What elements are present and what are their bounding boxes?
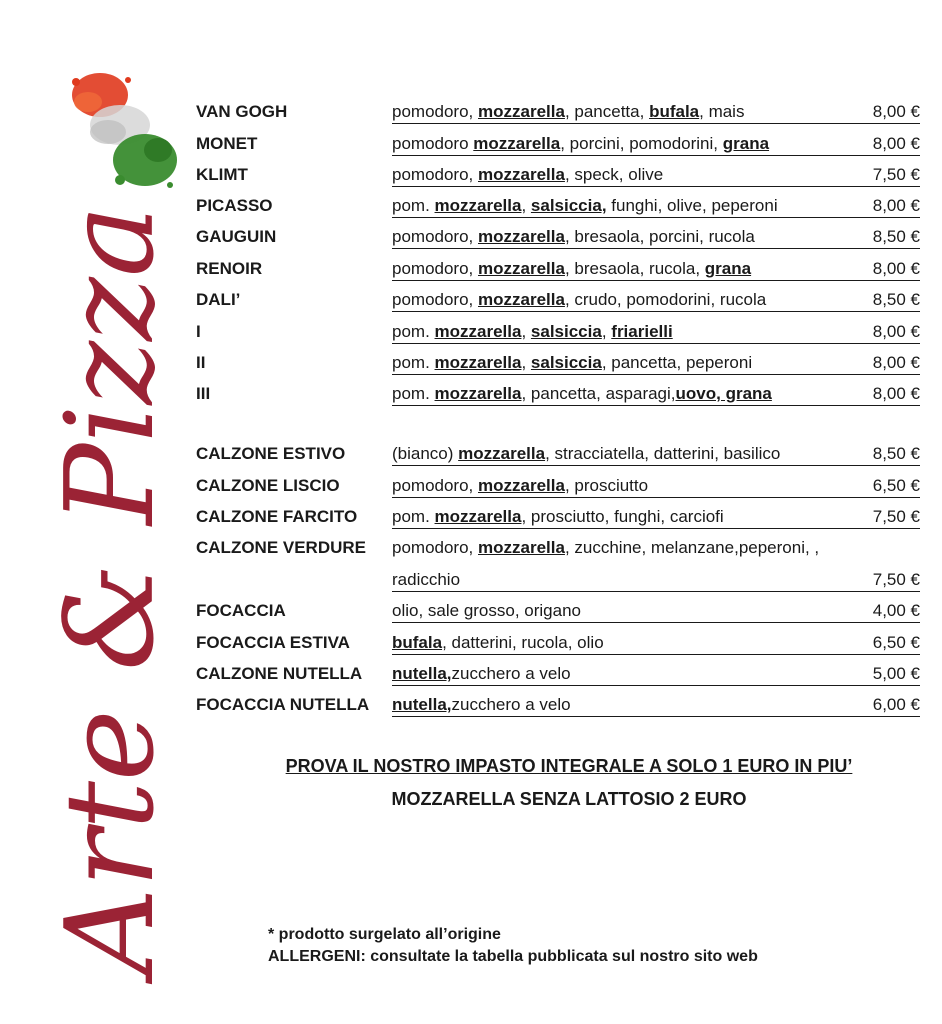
ingredient-text: , pancetta, (564, 102, 650, 121)
ingredient-text: pom. (392, 196, 435, 215)
item-name: MONET (196, 134, 258, 153)
ingredient-highlight: mozzarella (434, 322, 522, 341)
item-name: I (196, 322, 201, 341)
row-underline (392, 311, 920, 312)
row-underline (392, 186, 920, 187)
item-price: 7,50 € (872, 165, 920, 184)
menu-item (196, 316, 920, 346)
item-ingredients (392, 102, 744, 122)
flag-splash-icon (72, 73, 177, 188)
menu-item (196, 627, 920, 657)
item-ingredients (392, 259, 751, 279)
ingredient-text: funghi, olive, peperoni (606, 196, 778, 215)
ingredient-highlight: friarielli (611, 322, 673, 341)
ingredient-highlight: mozzarella (434, 353, 522, 372)
ingredient-text: , mais (699, 102, 745, 121)
ingredient-text: , pancetta, peperoni (601, 353, 753, 372)
ingredient-highlight: mozzarella (434, 196, 522, 215)
item-ingredients (392, 664, 571, 684)
row-underline (392, 155, 920, 156)
ingredient-text: , zucchine, melanzane,peperoni, , (564, 538, 820, 557)
ingredient-text: pom. (392, 384, 435, 403)
row-underline (392, 374, 920, 375)
item-name: CALZONE NUTELLA (196, 664, 363, 683)
row-underline (392, 217, 920, 218)
item-price: 8,00 € (872, 353, 920, 372)
item-price: 6,50 € (872, 476, 920, 495)
menu-item (196, 221, 920, 251)
item-price: 7,50 € (872, 507, 920, 526)
ingredient-text: , datterini, rucola, olio (442, 633, 604, 652)
menu-item (196, 658, 920, 688)
item-ingredients (392, 507, 724, 527)
item-price: 8,00 € (872, 102, 920, 121)
item-name: DALI’ (196, 290, 241, 309)
ingredient-text: pomodoro, (392, 259, 478, 278)
ingredient-text: , pancetta, asparagi, (521, 384, 676, 403)
item-ingredients (392, 384, 772, 404)
ingredient-highlight: mozzarella (478, 290, 565, 309)
item-name: FOCACCIA NUTELLA (196, 695, 370, 714)
menu-item (196, 96, 920, 126)
ingredient-highlight: uovo, grana (675, 384, 772, 403)
item-price: 4,00 € (872, 601, 920, 620)
item-ingredients (392, 695, 571, 715)
ingredient-highlight: mozzarella (478, 538, 565, 557)
item-price: 6,50 € (872, 633, 920, 652)
item-ingredients (392, 444, 780, 464)
promo-lactose-free: MOZZARELLA SENZA LATTOSIO 2 EURO (391, 789, 747, 809)
note-allergens: ALLERGENI: consultate la tabella pubblicata sul nostro sito web (268, 948, 758, 965)
ingredient-text: zucchero a velo (451, 695, 571, 714)
ingredient-highlight: mozzarella (478, 165, 565, 184)
ingredient-highlight: grana (704, 259, 752, 278)
row-underline (392, 497, 920, 498)
logo-title: Arte & Pizza (39, 198, 181, 975)
ingredient-highlight: mozzarella (478, 102, 565, 121)
ingredient-text: pom. (392, 353, 435, 372)
menu-item (196, 595, 920, 625)
item-name: CALZONE VERDURE (196, 538, 367, 557)
logo (0, 0, 200, 1024)
item-name: III (196, 384, 211, 403)
row-underline (392, 465, 920, 466)
ingredient-highlight: mozzarella (473, 134, 561, 153)
item-name: CALZONE ESTIVO (196, 444, 346, 463)
ingredient-highlight: mozzarella (434, 384, 522, 403)
item-name: FOCACCIA ESTIVA (196, 633, 350, 652)
row-underline (392, 591, 920, 592)
item-price: 7,50 € (872, 570, 920, 589)
ingredient-text: pomodoro (392, 134, 474, 153)
row-underline (392, 528, 920, 529)
ingredient-highlight: bufala (649, 102, 700, 121)
item-name: CALZONE LISCIO (196, 476, 340, 495)
item-ingredients (392, 134, 769, 154)
ingredient-text: pom. (392, 322, 435, 341)
row-underline (392, 685, 920, 686)
item-price: 8,50 € (872, 227, 920, 246)
ingredient-text: pomodoro, (392, 227, 478, 246)
item-price: 6,00 € (872, 695, 920, 714)
item-name: PICASSO (196, 196, 273, 215)
ingredient-text: pomodoro, (392, 476, 478, 495)
item-price: 8,00 € (872, 322, 920, 341)
item-name: KLIMT (196, 165, 248, 184)
item-ingredients (392, 633, 604, 653)
ingredient-highlight: mozzarella (478, 476, 565, 495)
ingredient-text: pom. (392, 507, 435, 526)
menu-item (196, 378, 920, 408)
item-ingredients (392, 570, 460, 590)
ingredient-text: pomodoro, (392, 165, 478, 184)
item-name: GAUGUIN (196, 227, 277, 246)
ingredient-highlight: bufala (392, 633, 443, 652)
item-price: 5,00 € (872, 664, 920, 683)
ingredient-text: (bianco) (392, 444, 459, 463)
ingredient-text: pomodoro, (392, 102, 478, 121)
item-ingredients (392, 601, 581, 621)
item-name: II (196, 353, 206, 372)
ingredient-highlight: mozzarella (478, 259, 565, 278)
item-price: 8,50 € (872, 444, 920, 463)
ingredient-text: , (601, 322, 612, 341)
menu-item (196, 501, 920, 531)
ingredient-highlight: salsiccia, (530, 196, 607, 215)
item-price: 8,00 € (872, 196, 920, 215)
row-underline (392, 248, 920, 249)
ingredient-text: , bresaola, rucola, (564, 259, 705, 278)
item-ingredients (392, 476, 648, 496)
item-ingredients (392, 538, 819, 558)
item-ingredients (392, 322, 673, 342)
item-ingredients (392, 290, 766, 310)
ingredient-highlight: mozzarella (434, 507, 522, 526)
row-underline (392, 123, 920, 124)
menu-item (196, 284, 920, 314)
row-underline (392, 405, 920, 406)
item-ingredients (392, 165, 663, 185)
item-name: FOCACCIA (196, 601, 286, 620)
note-frozen: * prodotto surgelato all’origine (268, 926, 501, 943)
ingredient-highlight: nutella, (392, 664, 452, 683)
item-price: 8,00 € (872, 259, 920, 278)
ingredient-highlight: mozzarella (458, 444, 546, 463)
menu-item (196, 253, 920, 283)
ingredient-text: , stracciatella, datterini, basilico (545, 444, 781, 463)
row-underline (392, 280, 920, 281)
ingredient-highlight: grana (722, 134, 770, 153)
ingredient-text: , bresaola, porcini, rucola (564, 227, 755, 246)
row-underline (392, 716, 920, 717)
item-name: CALZONE FARCITO (196, 507, 358, 526)
row-underline (392, 654, 920, 655)
item-price: 8,00 € (872, 384, 920, 403)
menu-item (196, 689, 920, 719)
ingredient-text: , (521, 322, 531, 341)
item-ingredients (392, 196, 778, 216)
menu-item (196, 438, 920, 468)
ingredient-text: , porcini, pomodorini, (560, 134, 723, 153)
menu-item (196, 470, 920, 500)
ingredient-highlight: mozzarella (478, 227, 565, 246)
ingredient-text: , prosciutto, funghi, carciofi (521, 507, 724, 526)
ingredient-highlight: salsiccia (530, 353, 602, 372)
ingredient-text: zucchero a velo (451, 664, 571, 683)
menu-item (196, 347, 920, 377)
promo-wholegrain: PROVA IL NOSTRO IMPASTO INTEGRALE A SOLO 1 EURO IN PIU’ (285, 756, 853, 776)
menu-item (196, 564, 920, 594)
ingredient-text: , crudo, pomodorini, rucola (564, 290, 767, 309)
ingredient-highlight: nutella, (392, 695, 452, 714)
item-name: RENOIR (196, 259, 263, 278)
menu-item (196, 532, 920, 562)
ingredient-text: , prosciutto (564, 476, 649, 495)
ingredient-text: pomodoro, (392, 290, 478, 309)
ingredient-text: radicchio (392, 570, 461, 589)
ingredient-text: , speck, olive (564, 165, 664, 184)
ingredient-text: , (521, 196, 531, 215)
row-underline (392, 343, 920, 344)
item-ingredients (392, 353, 752, 373)
item-price: 8,00 € (872, 134, 920, 153)
item-ingredients (392, 227, 755, 247)
row-underline (392, 622, 920, 623)
menu-item (196, 128, 920, 158)
ingredient-text: olio, sale grosso, origano (392, 601, 582, 620)
ingredient-text: , (521, 353, 531, 372)
item-name: VAN GOGH (196, 102, 288, 121)
menu-item (196, 190, 920, 220)
item-price: 8,50 € (872, 290, 920, 309)
menu-item (196, 159, 920, 189)
ingredient-highlight: salsiccia (530, 322, 602, 341)
ingredient-text: pomodoro, (392, 538, 478, 557)
